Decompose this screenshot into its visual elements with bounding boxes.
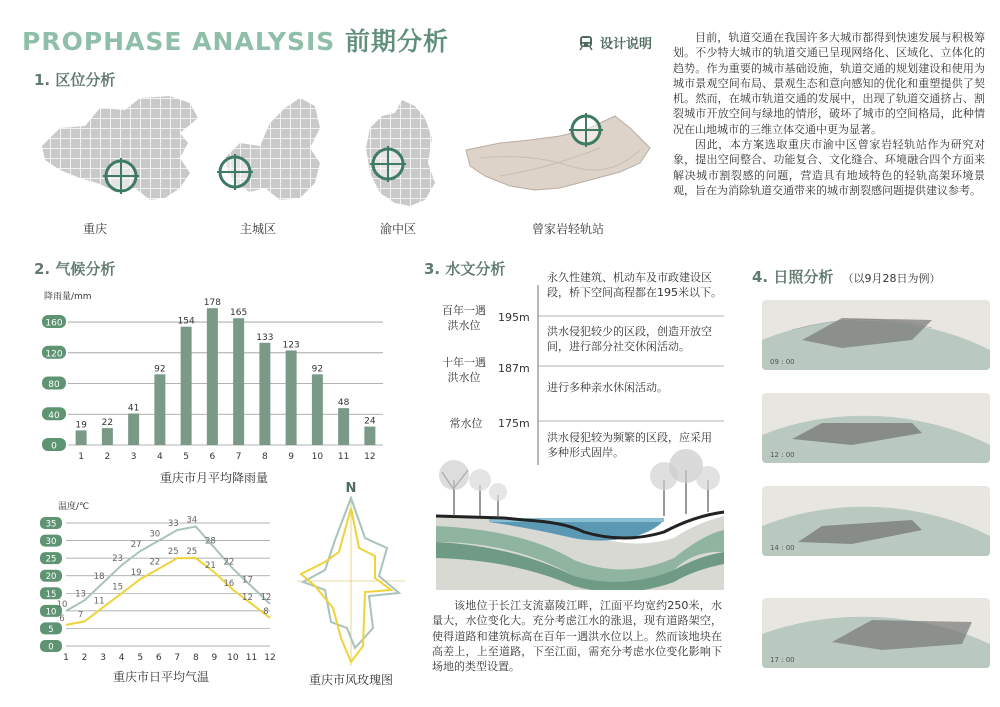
sun-panel-1200 <box>762 393 990 463</box>
sun-shadow-1700 <box>762 598 990 668</box>
sun-panel-1700 <box>762 598 990 668</box>
rain-value-label: 154 <box>177 316 195 327</box>
temp-series-yellow <box>66 558 270 625</box>
rain-xtick-label: 1 <box>78 452 84 462</box>
rain-xtick-label: 12 <box>364 452 376 462</box>
rain-xtick-label: 7 <box>235 452 242 462</box>
hydro-note-1: 永久性建筑、机动车及市政建设区段，桥下空间高程都在195米以下。 <box>547 271 722 299</box>
temp-ytick-label: 35 <box>45 519 57 530</box>
temp-xtick-label: 11 <box>245 653 258 663</box>
rain-value-label: 92 <box>311 364 324 375</box>
hydro-note-4: 洪水侵犯较为频繁的区段，应采用多种形式固岸。 <box>547 431 712 459</box>
hydro-heading: 3. 水文分析 <box>424 260 506 278</box>
sun-panel-0900 <box>762 300 990 370</box>
wind-rose <box>295 478 410 678</box>
temp-ylabel: 温度/℃ <box>58 502 90 512</box>
river-section <box>436 512 724 590</box>
rain-ytick-label: 160 <box>45 318 63 329</box>
sun-shadow-1200 <box>762 393 990 463</box>
rain-xtick-label: 11 <box>337 452 350 462</box>
wind-caption: 重庆市风玫瑰图 <box>309 673 394 687</box>
temp-xtick-label: 12 <box>264 653 276 663</box>
rain-value-label: 22 <box>101 418 114 429</box>
temp-value-label: 30 <box>149 529 161 540</box>
level-elev-195: 195m <box>498 311 530 324</box>
temp-value-label: 23 <box>112 554 124 565</box>
map-label-main-city: 主城区 <box>240 222 277 236</box>
rain-xtick-label: 2 <box>104 452 111 462</box>
location-heading: 1. 区位分析 <box>34 71 116 89</box>
sun-time-1400: 14 : 00 <box>770 544 795 552</box>
temp-value-label: 7 <box>77 610 84 621</box>
rain-value-label: 123 <box>282 340 300 351</box>
temp-ytick-label: 10 <box>45 607 57 618</box>
temp-ytick-label: 5 <box>48 624 54 635</box>
rain-ylabel: 降雨量/mm <box>44 292 92 302</box>
rain-bar <box>286 350 297 445</box>
temp-xtick-label: 1 <box>63 653 69 663</box>
map-label-station: 曾家岩轻轨站 <box>532 222 605 236</box>
level-label-normal: 常水位 <box>449 417 483 430</box>
temp-value-label: 33 <box>167 519 179 530</box>
rainfall-caption: 重庆市月平均降雨量 <box>160 471 269 485</box>
sun-subheading: （以9月28日为例） <box>842 272 941 285</box>
temp-ytick-label: 20 <box>45 572 57 583</box>
rain-bar <box>259 343 270 445</box>
design-note-header <box>578 33 652 52</box>
rain-value-label: 92 <box>154 364 166 375</box>
rain-xtick-label: 8 <box>262 452 268 462</box>
temp-xtick-label: 3 <box>100 653 106 663</box>
rain-ytick-label: 40 <box>48 410 60 421</box>
temperature-caption: 重庆市日平均气温 <box>113 670 210 684</box>
sun-heading: 4. 日照分析 <box>752 268 834 286</box>
map-label-yuzhong: 渝中区 <box>380 222 417 236</box>
temp-value-label: 22 <box>223 557 235 568</box>
rain-value-label: 41 <box>127 403 140 414</box>
hydro-note-2: 洪水侵犯较少的区段，创造开放空间，进行部分社交休闲活动。 <box>547 325 712 353</box>
rain-value-label: 24 <box>364 416 376 427</box>
temperature-chart <box>38 500 278 670</box>
sun-time-1200: 12 : 00 <box>770 451 795 459</box>
north-label: N <box>345 481 357 496</box>
station-map <box>466 116 650 190</box>
temp-value-label: 19 <box>130 568 142 579</box>
climate-heading: 2. 气候分析 <box>34 260 116 278</box>
rain-xtick-label: 4 <box>157 452 163 462</box>
temp-xtick-label: 4 <box>118 653 125 663</box>
rain-xtick-label: 10 <box>311 452 324 462</box>
level-label-100yr: 百年一遇 洪水位 <box>442 304 486 332</box>
temp-value-label: 12 <box>242 592 253 603</box>
map-label-chongqing: 重庆 <box>83 222 108 236</box>
design-note-label: 设计说明 <box>600 37 653 52</box>
rain-xtick-label: 3 <box>130 452 137 462</box>
rain-bar <box>76 430 87 445</box>
rain-xtick-label: 9 <box>288 452 294 462</box>
sun-time-0900: 09 : 00 <box>770 358 795 366</box>
temp-value-label: 18 <box>93 571 105 582</box>
rain-ytick-label: 80 <box>48 380 60 391</box>
sun-heading-group <box>752 266 940 287</box>
hydro-note-3: 进行多种亲水休闲活动。 <box>547 381 668 394</box>
rain-value-label: 178 <box>203 298 221 309</box>
sun-time-1700: 17 : 00 <box>770 656 795 664</box>
rainfall-chart <box>38 285 388 485</box>
temp-value-label: 27 <box>130 540 142 551</box>
page-title: PROPHASE ANALYSIS 前期分析 <box>22 27 450 56</box>
temp-xtick-label: 7 <box>174 653 181 663</box>
temp-value-label: 34 <box>186 515 198 526</box>
sun-shadow-1400 <box>762 486 990 556</box>
trees-left <box>439 460 507 518</box>
rain-bar <box>128 413 139 445</box>
sun-panel-1400 <box>762 486 990 556</box>
sun-shadow-0900 <box>762 300 990 370</box>
temp-value-label: 16 <box>223 578 235 589</box>
rain-bar <box>181 327 192 445</box>
rain-bar <box>364 427 375 445</box>
temp-value-label: 13 <box>75 589 86 600</box>
level-label-10yr: 十年一遇 洪水位 <box>442 356 486 384</box>
rain-bar <box>207 308 218 445</box>
temp-value-label: 10 <box>56 599 68 610</box>
rain-bar <box>102 428 113 445</box>
temp-value-label: 21 <box>204 561 216 572</box>
design-note-text <box>673 30 985 198</box>
temp-xtick-label: 8 <box>192 653 199 663</box>
temp-ytick-label: 15 <box>45 589 57 600</box>
rain-ytick-label: 120 <box>45 349 63 360</box>
temp-ytick-label: 25 <box>45 554 57 565</box>
temp-value-label: 25 <box>167 547 179 558</box>
temp-ytick-label: 30 <box>45 537 57 548</box>
rain-xtick-label: 6 <box>209 452 216 462</box>
temp-value-label: 22 <box>149 557 161 568</box>
design-note-p2: 因此，本方案选取重庆市渝中区曾家岩轻轨站作为研究对象，提出空间整合、功能复合、文化缝合、环境融合四个方面来解决城市割裂感的问题，营造具有地域特色的轻轨高架环境景观，旨在为消除轨道交通带来的城市割裂感问题提供建议参考。 <box>673 138 985 197</box>
temp-ytick-label: 0 <box>48 642 54 653</box>
train-icon <box>578 35 594 51</box>
temp-value-label: 12 <box>260 592 272 603</box>
temp-value-label: 11 <box>93 596 105 607</box>
wind-rose-yellow <box>301 508 391 662</box>
level-elev-175: 175m <box>498 417 530 430</box>
design-note-p1: 目前，轨道交通在我国许多大城市都得到快速发展与积极筹划。不少特大城市的轨道交通已呈现网络化、区域化、立体化的趋势。作为重要的城市基础设施，轨道交通的规划建设和使用为城市景观空间布局、景观生态和意向感知的优化和重塑提供了契机。然而，在城市轨道交通的发展中，出现了轨道交通挤占、割裂城市开放空间与绿地的情形，破坏了城市的空间格局，此种情况在山地城市的三维立体交通中更为显著。 <box>673 31 985 136</box>
rain-value-label: 133 <box>256 332 274 343</box>
rain-bar <box>338 408 349 445</box>
location-maps <box>30 88 660 233</box>
temp-value-label: 25 <box>186 547 198 558</box>
rain-bar <box>312 374 323 445</box>
rain-bar <box>154 374 165 445</box>
rain-xtick-label: 5 <box>183 452 189 462</box>
rain-value-label: 19 <box>75 420 87 431</box>
temp-value-label: 15 <box>112 582 124 593</box>
hydro-text: 该地位于长江支流嘉陵江畔，江面平均宽约250米，水量大，水位变化大。充分考虑江水的涨退，现有道路架空，使得道路和建筑标高在百年一遇洪水位以上。然而该地块在高差上，上至道路，下至江面，需充分考虑水位变化影响下场地的类型设置。 <box>432 599 722 674</box>
temp-value-label: 28 <box>204 536 216 547</box>
temp-xtick-label: 10 <box>227 653 239 663</box>
temp-value-label: 8 <box>263 606 269 617</box>
temp-xtick-label: 2 <box>81 653 88 663</box>
temp-value-label: 17 <box>242 575 253 586</box>
rain-bar <box>233 318 244 445</box>
temp-xtick-label: 6 <box>155 653 162 663</box>
temp-value-label: 6 <box>59 613 65 624</box>
rain-value-label: 165 <box>230 308 248 319</box>
rain-value-label: 48 <box>337 398 350 409</box>
temp-xtick-label: 9 <box>211 653 218 663</box>
level-elev-187: 187m <box>498 362 530 375</box>
temp-xtick-label: 5 <box>137 653 144 663</box>
rain-ytick-label: 0 <box>51 441 57 452</box>
